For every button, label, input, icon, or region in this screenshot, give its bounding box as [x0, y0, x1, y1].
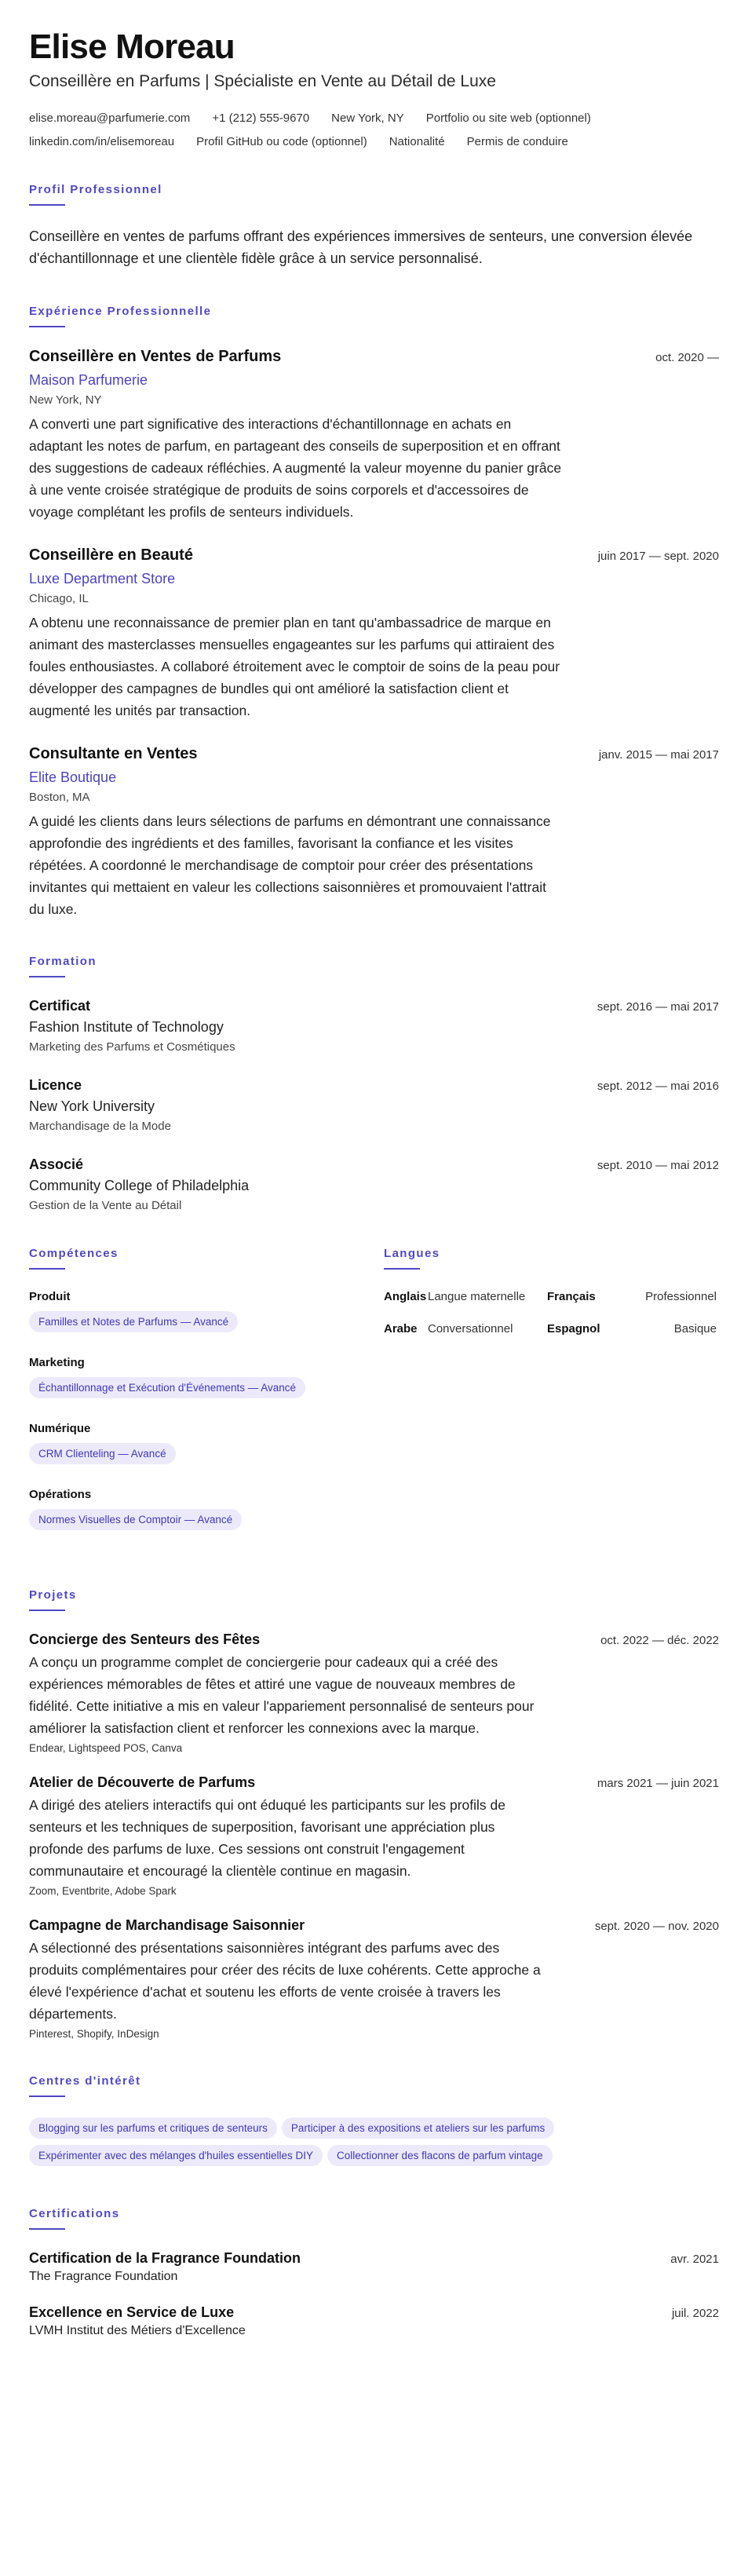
company-name: Maison Parfumerie [29, 372, 148, 389]
education-dates: sept. 2016 — mai 2017 [597, 1000, 719, 1014]
education-section [29, 955, 719, 1212]
experience-section [29, 305, 719, 920]
location: New York, NY [331, 111, 404, 126]
driving-license: Permis de conduire [466, 135, 568, 149]
phone-number[interactable]: +1 (212) 555-9670 [212, 111, 310, 126]
project-description: A dirigé des ateliers interactifs qui ont éduqué les participants sur les profils de senteurs et les techniques de superposition, favorisant une appréciation plus profonde des parfums de luxe. Ces sessions ont construit l'engagement communautaire et encouragé la clientèle continue en magasin. [29, 1797, 505, 1880]
school-name: New York University [29, 1098, 155, 1115]
project-description: A sélectionné des présentations saisonnières intégrant des parfums avec des produits complémentaires pour créer des récits de luxe cohérents. Cette approche a élevé l'expérience d'achat et soutenu les efforts de vente croisée à travers les départements. [29, 1940, 541, 2022]
projects-section [29, 1588, 719, 2040]
field-of-study: Marchandisage de la Mode [29, 1120, 171, 1134]
school-name: Community College of Philadelphia [29, 1178, 250, 1194]
skill-chip: Normes Visuelles de Comptoir — Avancé [29, 1509, 242, 1530]
language-level: Basique [673, 1322, 717, 1336]
job-location: New York, NY [29, 393, 102, 407]
project-title: Campagne de Marchandisage Saisonnier [29, 1917, 305, 1934]
certification-issuer: The Fragrance Foundation [29, 2270, 178, 2284]
job-location: Boston, MA [29, 791, 90, 805]
interest-chip: Blogging sur les parfums et critiques de senteurs [29, 2117, 277, 2139]
skill-group [29, 1290, 337, 1339]
skill-category: Marketing [29, 1356, 85, 1370]
language-name: Espagnol [547, 1322, 600, 1336]
certification-title: Certification de la Fragrance Foundation [29, 2250, 301, 2267]
section-title: Profil Professionnel [29, 183, 162, 197]
project-tools: Pinterest, Shopify, InDesign [29, 2028, 159, 2041]
certification-entry [29, 2250, 719, 2284]
interest-chip: Participer à des expositions et ateliers sur les parfums [282, 2117, 554, 2139]
project-tools: Zoom, Eventbrite, Adobe Spark [29, 1885, 177, 1898]
skill-chip: Familles et Notes de Parfums — Avancé [29, 1311, 238, 1332]
skill-category: Numérique [29, 1422, 91, 1436]
section-divider [29, 204, 65, 206]
project-dates: sept. 2020 — nov. 2020 [594, 1920, 719, 1934]
summary-text: Conseillère en ventes de parfums offrant des expériences immersives de senteurs, une conversion élevée d'échantillonnage et une clientèle fidèle grâce à un service personnalisé. [29, 228, 693, 267]
certification-title: Excellence en Service de Luxe [29, 2304, 235, 2321]
degree: Certificat [29, 998, 91, 1014]
section-title: Expérience Professionnelle [29, 305, 212, 319]
section-title: Projets [29, 1588, 77, 1602]
section-divider [29, 1268, 65, 1270]
section-divider [29, 2228, 65, 2230]
contact-row-2 [29, 135, 719, 148]
portfolio-link[interactable]: Portfolio ou site web (optionnel) [425, 111, 591, 126]
language-level: Conversationnel [428, 1322, 513, 1336]
language-name: Français [547, 1290, 596, 1304]
language-row [384, 1322, 717, 1336]
skills-section [29, 1247, 337, 1554]
field-of-study: Marketing des Parfums et Cosmétiques [29, 1040, 235, 1054]
section-title: Compétences [29, 1247, 119, 1261]
certification-issuer: LVMH Institut des Métiers d'Excellence [29, 2324, 246, 2338]
job-dates: janv. 2015 — mai 2017 [598, 748, 719, 762]
contact-info [29, 111, 719, 148]
experience-entry [29, 546, 719, 722]
job-title: Consultante en Ventes [29, 745, 198, 763]
skills-languages-row [29, 1247, 719, 1554]
certifications-section [29, 2207, 719, 2338]
job-dates: oct. 2020 — [655, 351, 719, 365]
candidate-name: Elise Moreau [29, 27, 235, 66]
job-dates: juin 2017 — sept. 2020 [597, 550, 719, 564]
summary-section [29, 183, 719, 270]
skill-group [29, 1356, 337, 1405]
interests-section [29, 2074, 719, 2172]
linkedin-link[interactable]: linkedin.com/in/elisemoreau [29, 135, 175, 149]
section-title: Certifications [29, 2207, 120, 2221]
project-entry [29, 1774, 719, 1897]
project-title: Concierge des Senteurs des Fêtes [29, 1631, 261, 1648]
education-entry [29, 1077, 719, 1133]
certification-entry [29, 2304, 719, 2338]
language-level: Langue maternelle [428, 1290, 526, 1304]
language-name: Anglais [384, 1290, 427, 1304]
education-dates: sept. 2010 — mai 2012 [597, 1159, 719, 1173]
job-description: A guidé les clients dans leurs sélections de parfums en démontrant une connaissance approfondie des ingrédients et des familles, favorisant la confiance et les visites répétées. A coordonné le merchandisage de comptoir pour créer des présentations invitantes qui mettaient en valeur les collections saisonnières et promouvaient l'attrait du luxe. [29, 813, 551, 918]
interest-chip: Expérimenter avec des mélanges d'huiles essentielles DIY [29, 2145, 323, 2166]
section-title: Langues [384, 1247, 440, 1261]
github-link[interactable]: Profil GitHub ou code (optionnel) [196, 135, 367, 149]
section-divider [29, 2096, 65, 2097]
project-dates: oct. 2022 — déc. 2022 [600, 1634, 719, 1648]
education-dates: sept. 2012 — mai 2016 [597, 1080, 719, 1094]
skill-chip: Échantillonnage et Exécution d'Événements — Avancé [29, 1377, 305, 1398]
skill-category: Produit [29, 1290, 71, 1304]
project-description: A conçu un programme complet de conciergerie pour cadeaux qui a créé des expériences mémorables de fêtes et attiré une vague de nouveaux membres de fidélité. Cette initiative a mis en valeur l'appariement personnalisé de senteurs pour améliorer la satisfaction client et renforcer les connexions avec la marque. [29, 1654, 535, 1737]
section-title: Formation [29, 955, 97, 969]
headline: Conseillère en Parfums | Spécialiste en Vente au Détail de Luxe [29, 72, 496, 91]
project-tools: Endear, Lightspeed POS, Canva [29, 1742, 183, 1755]
job-location: Chicago, IL [29, 592, 89, 606]
project-entry [29, 1917, 719, 2040]
section-divider [29, 1610, 65, 1611]
project-dates: mars 2021 — juin 2021 [597, 1777, 719, 1791]
skill-category: Opérations [29, 1488, 92, 1502]
languages-section [384, 1247, 717, 1554]
education-entry [29, 1156, 719, 1212]
nationality: Nationalité [389, 135, 445, 149]
section-divider [29, 976, 65, 977]
job-description: A converti une part significative des interactions d'échantillonnage en achats en adaptant les notes de parfum, en partageant des conseils de superposition et en offrant des suggestions de cadeaux réfléchies. A augmenté la valeur moyenne du panier grâce à une vente croisée stratégique de produits de soins corporels et d'accessoires de voyage complétant les profils de senteurs individuels. [29, 416, 562, 521]
certification-date: avr. 2021 [670, 2253, 719, 2267]
school-name: Fashion Institute of Technology [29, 1019, 224, 1036]
email-link[interactable]: elise.moreau@parfumerie.com [29, 111, 191, 126]
contact-row-1 [29, 111, 719, 125]
section-divider [384, 1268, 420, 1270]
interest-chips [29, 2117, 673, 2172]
section-divider [29, 326, 65, 327]
job-title: Conseillère en Beauté [29, 546, 193, 565]
job-description: A obtenu une reconnaissance de premier plan en tant qu'ambassadrice de marque en animant des masterclasses mensuelles engageantes sur les parfums qui attiraient des foules enthousiastes. A collaboré étroitement avec le comptoir de soins de la peau pour développer des campagnes de bundles qui ont amélioré la satisfaction client et augmenté les unités par transaction. [29, 615, 560, 719]
section-title: Centres d'intérêt [29, 2074, 141, 2088]
skill-chip: CRM Clienteling — Avancé [29, 1443, 176, 1464]
project-entry [29, 1631, 719, 1754]
language-name: Arabe [384, 1322, 418, 1336]
company-name: Luxe Department Store [29, 571, 176, 587]
education-entry [29, 998, 719, 1054]
language-row [384, 1290, 717, 1303]
resume-header [29, 28, 719, 148]
degree: Licence [29, 1077, 82, 1094]
field-of-study: Gestion de la Vente au Détail [29, 1199, 182, 1213]
project-title: Atelier de Découverte de Parfums [29, 1774, 256, 1791]
company-name: Elite Boutique [29, 769, 117, 786]
degree: Associé [29, 1156, 84, 1173]
skill-group [29, 1422, 337, 1471]
experience-entry [29, 745, 719, 920]
job-title: Conseillère en Ventes de Parfums [29, 348, 282, 366]
experience-entry [29, 348, 719, 523]
certification-date: juil. 2022 [671, 2307, 719, 2321]
language-level: Professionnel [645, 1290, 717, 1304]
skill-group [29, 1488, 337, 1536]
interest-chip: Collectionner des flacons de parfum vintage [327, 2145, 553, 2166]
